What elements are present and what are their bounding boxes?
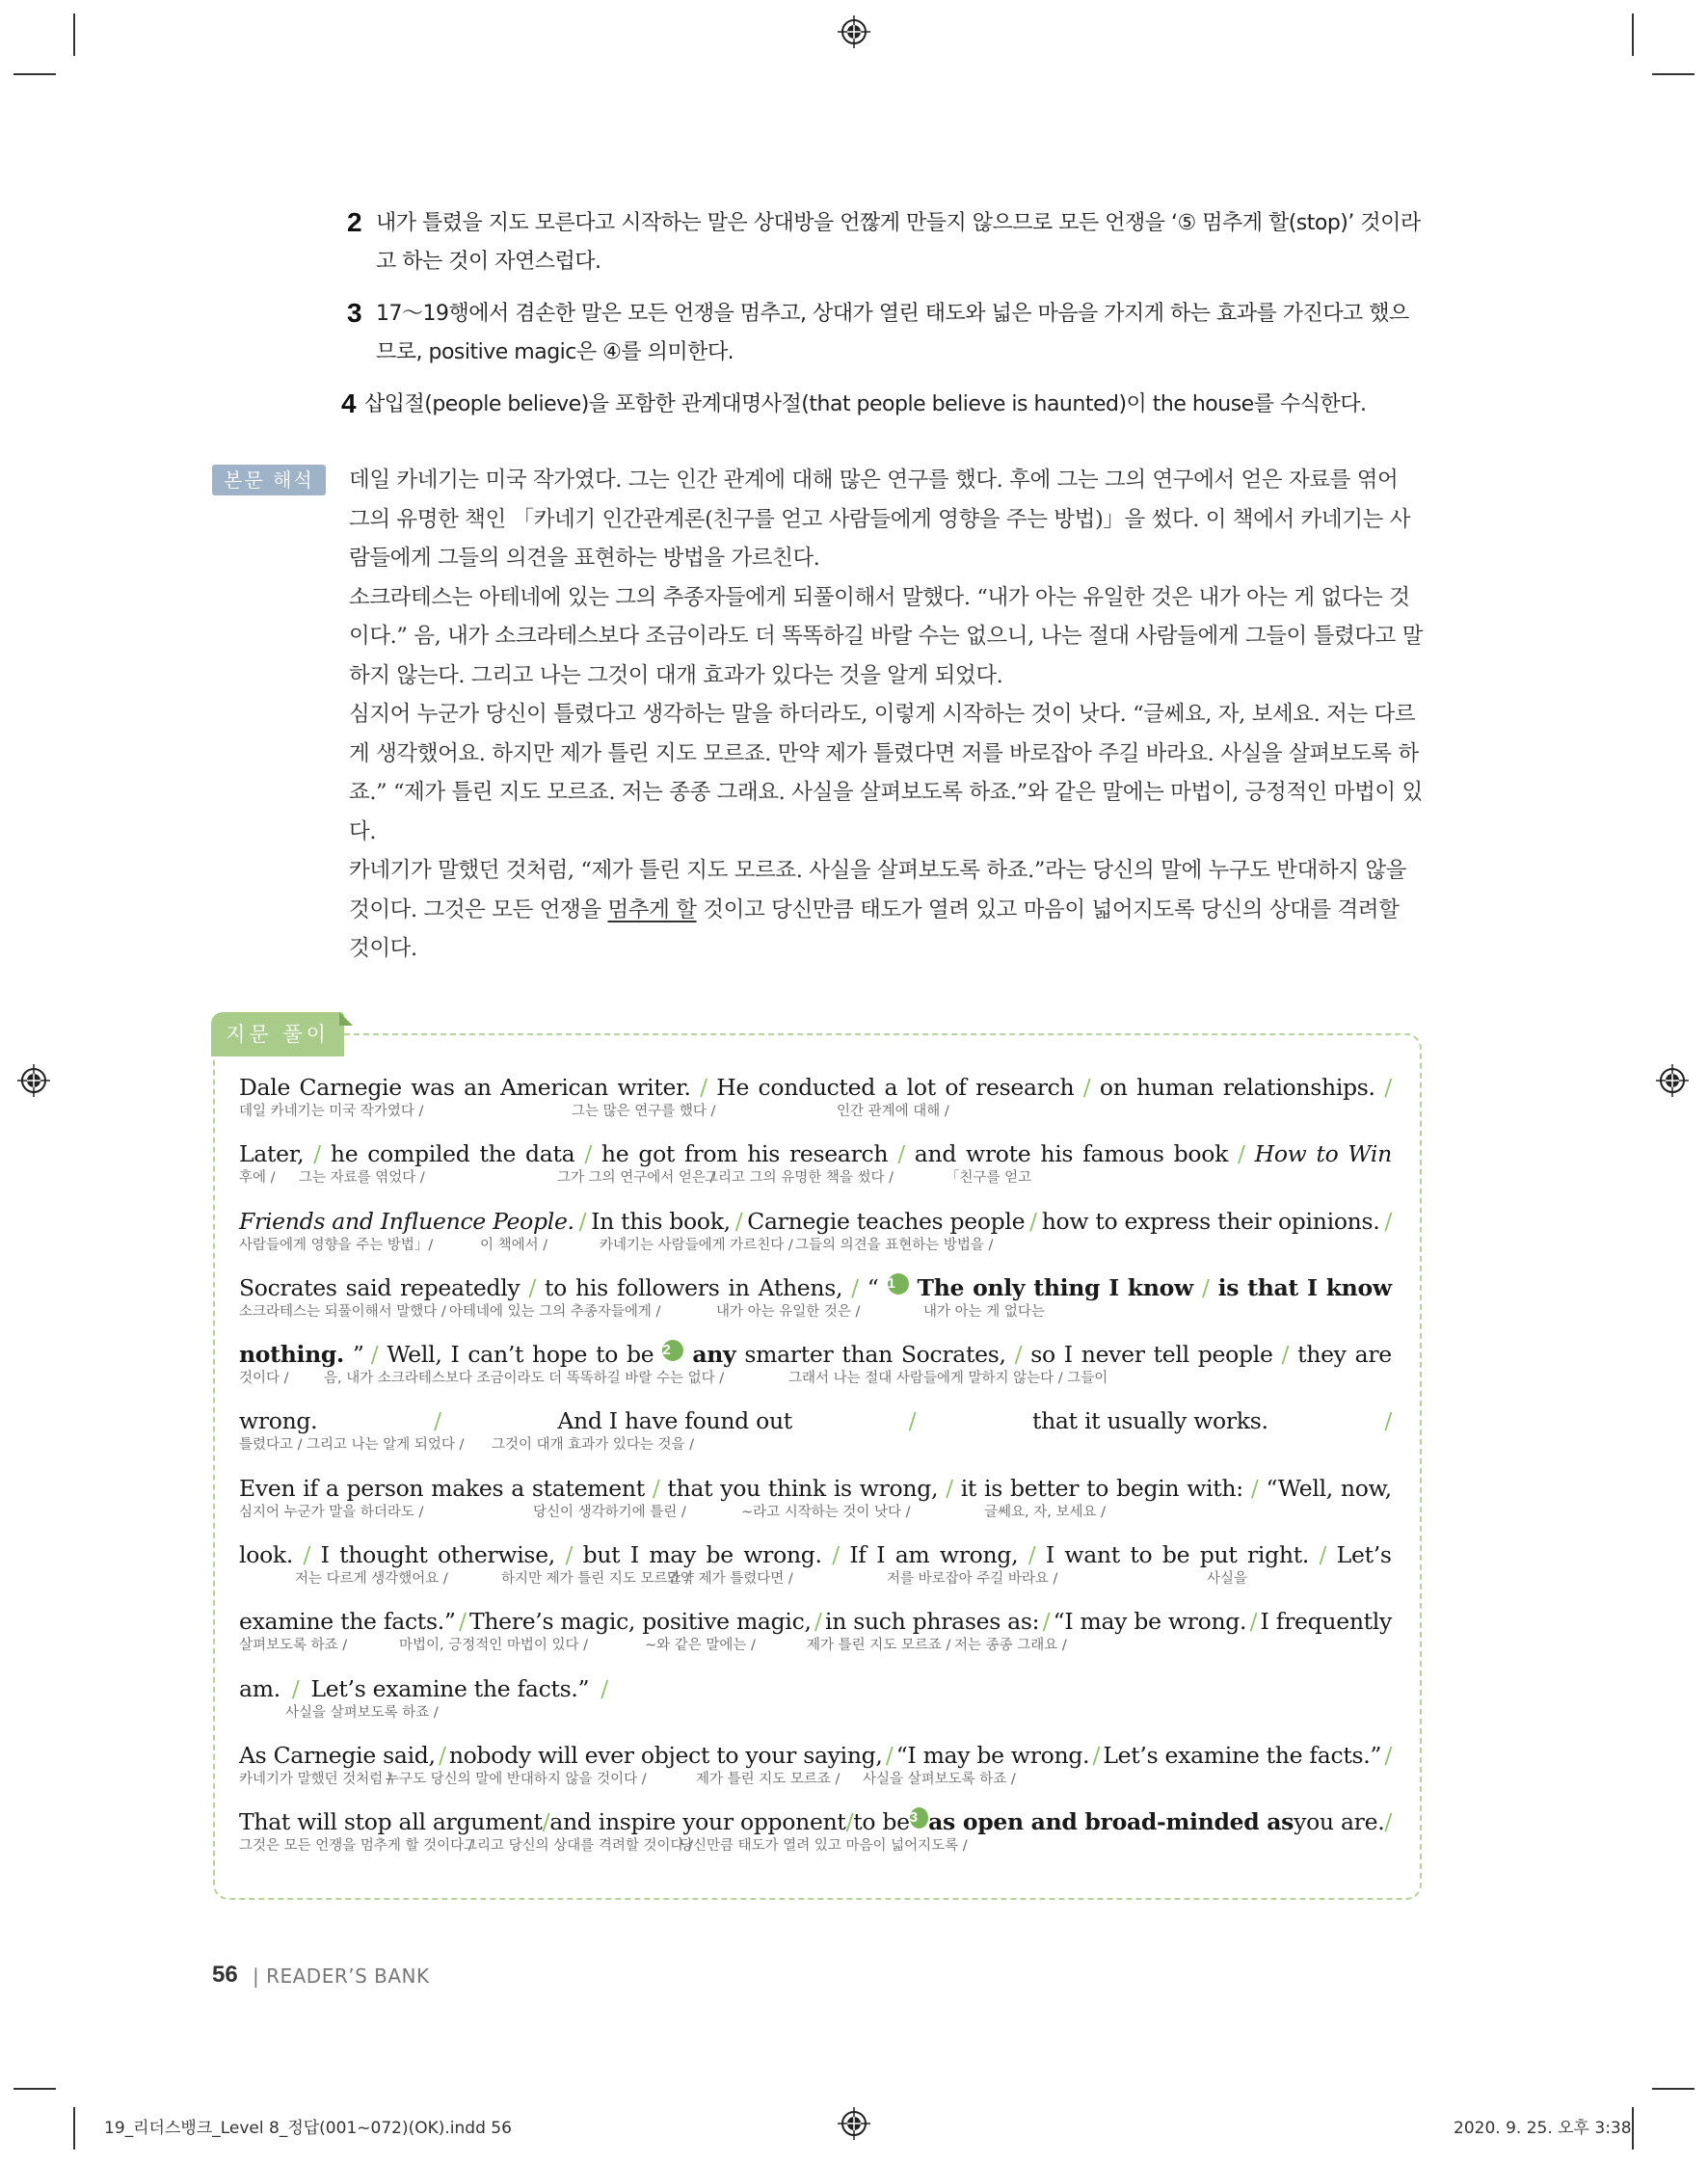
- english-word: from: [684, 1140, 738, 1168]
- english-word: the: [479, 1140, 517, 1168]
- english-line: [239, 1474, 1392, 1503]
- chunk-slash: /: [1092, 1741, 1101, 1769]
- english-word: but: [582, 1541, 621, 1569]
- english-word: hope: [532, 1341, 588, 1369]
- english-word: Later,: [239, 1140, 305, 1168]
- chunk-slash: [353, 1340, 379, 1369]
- korean-gloss: 것이다 /: [239, 1371, 289, 1387]
- print-slug-filename: 19_리더스뱅크_Level 8_정답(001~072)(OK).indd 56: [104, 2119, 512, 2138]
- korean-gloss: 그래서 나는 절대 사람들에게 말하지 않는다 / 그들이: [788, 1371, 1108, 1387]
- korean-gloss: 누구도 당신의 말에 반대하지 않을 것이다 /: [386, 1771, 647, 1787]
- slash-mark: /: [363, 1341, 379, 1369]
- answer-text: 삽입절(people believe)을 포함한 관계대명사절(that people believe is haunted)이 the house를 수식한다.: [364, 392, 1367, 416]
- english-word: Athens,: [758, 1273, 843, 1301]
- translation-paragraph: 심지어 누군가 당신이 틀렸다고 생각하는 말을 하더라도, 이렇게 시작하는 것이 낫다. “글쎄요, 자, 보세요. 저는 다르게 생각했어요. 하지만 제가 틀린 지도 모르죠. 만약 제가 틀렸다면 저를 바로잡아 주길 바라요. 사실을 살펴보도록 하죠.” “제가 틀린 지도 모르죠. 저는 종종 그래요. 사실을 살펴보도록 하죠.”와 같은 말에는 마법이, 긍정적인 마법이 있다.: [349, 702, 1423, 844]
- english-word: they: [1297, 1341, 1347, 1369]
- english-word: be: [627, 1341, 654, 1369]
- answer-text: 내가 틀렸을 지도 모른다고 시작하는 말은 상대방을 언짢게 만들지 않으므로 모든 언쟁을 ‘⑤ 멈추게 할(stop)’ 것이라고 하는 것이 자연스럽다.: [376, 211, 1421, 274]
- english-word: tell: [1153, 1341, 1189, 1369]
- answer-explanations: [341, 204, 1425, 438]
- chunk-slash: /: [700, 1074, 707, 1101]
- english-word: his: [575, 1273, 608, 1301]
- english-word: got: [638, 1140, 676, 1168]
- english-word: you are.: [1294, 1808, 1385, 1836]
- english-word: research: [788, 1140, 889, 1168]
- english-word: I: [1306, 1273, 1318, 1301]
- chunk-slash: /: [1384, 1808, 1392, 1836]
- english-word: his: [747, 1140, 780, 1168]
- english-word: want: [1064, 1541, 1120, 1569]
- english-line: [239, 1273, 1392, 1302]
- question-number-badge: 1: [888, 1273, 909, 1295]
- question-number-badge: 2: [662, 1340, 683, 1361]
- english-word: wrong.: [743, 1541, 822, 1569]
- chunk-slash: /: [885, 1741, 894, 1769]
- english-word: know: [1127, 1273, 1193, 1301]
- english-word: you: [720, 1474, 761, 1502]
- english-word: research: [975, 1074, 1075, 1101]
- korean-gloss: 제가 틀린 지도 모르죠 /: [696, 1771, 841, 1787]
- korean-gloss: 그가 그의 연구에서 얻은 /: [557, 1170, 715, 1187]
- english-line: [239, 1139, 1392, 1168]
- korean-gloss: 카네기가 말했던 것처럼 /: [239, 1771, 392, 1787]
- english-word: may: [649, 1541, 696, 1569]
- english-line: [239, 1406, 1392, 1435]
- english-line: [239, 1807, 1392, 1836]
- translation-paragraph: 소크라테스는 아테네에 있는 그의 추종자들에게 되풀이해서 말했다. “내가 아는 유일한 것은 내가 아는 게 없다는 것이다.” 음, 내가 소크라테스보다 조금이라도 더 똑똑하길 바랄 수는 없으니, 나는 절대 사람들에게 그들이 틀렸다고 말하지 않는다. 그리고 나는 그것이 대개 효과가 있다는 것을 알게 되었다.: [349, 584, 1424, 688]
- english-word: never: [1081, 1341, 1145, 1369]
- chunk-slash: /: [652, 1474, 660, 1502]
- korean-gloss: 사실을 살펴보도록 하죠 /: [863, 1771, 1016, 1787]
- english-word: that: [667, 1474, 713, 1502]
- english-word: examine the facts.”: [239, 1608, 456, 1636]
- korean-gloss: 심지어 누군가 말을 하더라도 /: [239, 1504, 424, 1520]
- breakdown-row: [239, 1073, 1392, 1139]
- english-word: only: [973, 1273, 1026, 1301]
- english-word: am.: [239, 1674, 280, 1702]
- english-word: an: [464, 1074, 492, 1101]
- english-line: [239, 1674, 1392, 1703]
- chunk-slash: /: [897, 1140, 905, 1168]
- english-word: Socrates,: [900, 1341, 1006, 1369]
- breakdown-row: [239, 1474, 1392, 1540]
- korean-gloss: 이 책에서 /: [480, 1237, 548, 1253]
- crop-mark: [1652, 73, 1695, 75]
- english-word: He: [716, 1074, 750, 1101]
- korean-gloss: 사실을: [1207, 1571, 1248, 1588]
- english-word: Socrates: [239, 1273, 337, 1301]
- chunk-slash: /: [1042, 1608, 1051, 1636]
- english-word: otherwise,: [438, 1541, 555, 1569]
- answer-text: 17～19행에서 겸손한 말은 모든 언쟁을 멈추고, 상대가 열린 태도와 넓은 마음을 가지게 하는 효과를 가진다고 했으므로, positive magic은 ④를 의미한다.: [376, 302, 1409, 364]
- english-word: to: [596, 1341, 619, 1369]
- english-word: makes: [431, 1474, 504, 1502]
- english-word: can’t: [467, 1341, 524, 1369]
- chunk-slash: /: [814, 1608, 822, 1636]
- korean-gloss: 저는 다르게 생각했어요 /: [295, 1571, 448, 1588]
- chunk-slash: /: [565, 1541, 574, 1569]
- english-word: than: [841, 1341, 893, 1369]
- answer-item: [341, 386, 1425, 424]
- chunk-slash: /: [1319, 1541, 1327, 1569]
- english-word: As Carnegie said,: [239, 1741, 436, 1769]
- chunk-slash: /: [1281, 1341, 1290, 1369]
- english-word: Friends and Influence People.: [239, 1207, 574, 1235]
- chunk-slash: /: [1249, 1608, 1258, 1636]
- chunk-slash: /: [1014, 1341, 1023, 1369]
- breakdown-rows: [239, 1073, 1392, 1875]
- english-word: repeatedly: [400, 1273, 520, 1301]
- english-word: And I have found out: [557, 1407, 792, 1435]
- english-word: he: [600, 1140, 629, 1168]
- english-word: nothing.: [239, 1341, 344, 1369]
- english-word: How: [1254, 1140, 1307, 1168]
- english-word: look.: [239, 1541, 294, 1569]
- english-word: “Well,: [1266, 1474, 1333, 1502]
- english-word: nobody will ever object to your saying,: [448, 1741, 883, 1769]
- korean-gloss: 인간 관계에 대해 /: [837, 1104, 949, 1119]
- english-word: he: [330, 1140, 359, 1168]
- english-word: If: [849, 1541, 867, 1569]
- korean-gloss-line: [239, 1503, 1392, 1524]
- english-word: on: [1099, 1074, 1128, 1101]
- english-word: wrong.: [239, 1407, 318, 1435]
- chunk-slash: /: [1029, 1207, 1037, 1235]
- english-word: people: [1197, 1341, 1273, 1369]
- crop-mark: [13, 73, 56, 75]
- english-word: famous: [1082, 1140, 1164, 1168]
- korean-gloss-line: [239, 1302, 1392, 1323]
- answer-item: [347, 204, 1425, 281]
- chunk-slash: /: [578, 1207, 587, 1235]
- breakdown-row: [239, 1741, 1392, 1807]
- english-word: human: [1136, 1074, 1214, 1101]
- chunk-slash: /: [1201, 1273, 1210, 1301]
- label-fold: [339, 1012, 353, 1026]
- english-word: “I may be wrong.: [1053, 1608, 1247, 1636]
- english-word: conducted: [758, 1074, 876, 1101]
- english-word: wrong,: [939, 1541, 1019, 1569]
- english-word: was: [411, 1074, 455, 1101]
- translation-body: [349, 461, 1425, 969]
- english-word: as open and broad-minded as: [928, 1808, 1294, 1836]
- english-word: I frequently: [1260, 1608, 1392, 1636]
- korean-gloss: 저는 종종 그래요 /: [954, 1638, 1067, 1654]
- registration-mark-icon: [17, 1064, 50, 1097]
- english-line: [239, 1540, 1392, 1569]
- english-word: I: [1045, 1541, 1054, 1569]
- english-word: Well,: [387, 1341, 442, 1369]
- chunk-slash: /: [584, 1140, 592, 1168]
- english-line: [239, 1207, 1392, 1236]
- korean-gloss: 그것이 대개 효과가 있다는 것을 /: [492, 1437, 695, 1454]
- korean-gloss: 그들의 의견을 표현하는 방법을 /: [795, 1237, 994, 1253]
- korean-gloss: 내가 아는 유일한 것은 /: [716, 1303, 861, 1320]
- english-word: Let’s: [1336, 1541, 1392, 1569]
- korean-gloss: 제가 틀린 지도 모르죠 /: [807, 1638, 951, 1654]
- breakdown-row: [239, 1807, 1392, 1874]
- breakdown-row: [239, 1607, 1392, 1673]
- korean-gloss: 그것은 모든 언쟁을 멈추게 할 것이다 /: [239, 1838, 473, 1855]
- english-word: In this book,: [591, 1207, 731, 1235]
- translation-section: [212, 461, 1425, 969]
- korean-gloss: 저를 바로잡아 주길 바라요 /: [887, 1571, 1058, 1588]
- english-line: [239, 1607, 1392, 1636]
- english-line: [239, 1340, 1392, 1369]
- korean-gloss: 그는 자료를 엮었다 /: [299, 1170, 425, 1187]
- korean-gloss-line: [239, 1435, 1392, 1456]
- crop-mark: [73, 2107, 75, 2150]
- chunk-slash: /: [908, 1407, 917, 1435]
- korean-gloss: 만약 제가 틀렸다면 /: [667, 1571, 793, 1588]
- english-word: to: [1130, 1541, 1153, 1569]
- english-word: know: [1325, 1273, 1392, 1301]
- english-word: Carnegie: [299, 1074, 402, 1101]
- translation-paragraph: 데일 카네기는 미국 작가였다. 그는 인간 관계에 대해 많은 연구를 했다. 후에 그는 그의 연구에서 얻은 자료를 엮어 그의 유명한 책인 「카네기 인간관계론(친구를 얻고 사람들에게 영향을 주는 방법)」을 썼다. 이 책에서 카네기는 사람들에게 그들의 의견을 표현하는 방법을 가르친다.: [349, 468, 1410, 571]
- english-word: followers: [616, 1273, 720, 1301]
- korean-gloss-line: [239, 1369, 1392, 1390]
- english-line: [239, 1073, 1392, 1102]
- english-word: be: [706, 1541, 734, 1569]
- korean-gloss: 그는 많은 연구를 했다 /: [572, 1104, 716, 1119]
- chunk-slash: /: [458, 1608, 467, 1636]
- english-word: if: [303, 1474, 318, 1502]
- chunk-slash: /: [832, 1541, 840, 1569]
- english-word: to: [1086, 1474, 1109, 1502]
- korean-gloss: 그리고 나는 알게 되었다 /: [307, 1437, 465, 1454]
- passage-breakdown-label: 지문 풀이: [211, 1012, 344, 1056]
- korean-gloss: 글쎄요, 자, 보세요 /: [984, 1504, 1106, 1520]
- chunk-slash: /: [1384, 1741, 1392, 1769]
- breakdown-row: [239, 1340, 1392, 1406]
- english-word: data: [525, 1140, 575, 1168]
- english-word: statement: [531, 1474, 645, 1502]
- crop-mark: [13, 2088, 56, 2090]
- english-word: a: [325, 1474, 339, 1502]
- korean-gloss: 사실을 살펴보도록 하죠 /: [285, 1704, 439, 1721]
- breakdown-row: [239, 1273, 1392, 1340]
- english-word: Dale: [239, 1074, 291, 1101]
- crop-mark: [1652, 2088, 1695, 2090]
- english-word: The: [917, 1273, 965, 1301]
- chunk-slash: /: [851, 1273, 859, 1301]
- english-word: a: [511, 1474, 524, 1502]
- english-word: right.: [1246, 1541, 1310, 1569]
- korean-gloss: 틀렸다고 /: [239, 1437, 303, 1454]
- chunk-slash: /: [1384, 1407, 1392, 1435]
- korean-gloss: 소크라테스는 되풀이해서 말했다 /: [239, 1303, 446, 1320]
- chunk-slash: /: [1384, 1207, 1392, 1235]
- chunk-slash: /: [291, 1674, 300, 1702]
- answer-number: 4: [341, 388, 357, 418]
- english-word: any: [692, 1341, 736, 1369]
- english-word: I: [1063, 1341, 1073, 1369]
- answer-number: 3: [347, 298, 362, 328]
- english-word: so: [1030, 1341, 1055, 1369]
- english-word: I: [876, 1541, 886, 1569]
- chunk-slash: /: [542, 1808, 550, 1836]
- english-word: now,: [1340, 1474, 1392, 1502]
- chunk-slash: /: [528, 1273, 537, 1301]
- english-word: wrote: [966, 1140, 1031, 1168]
- translation-text: 카네기가 말했던 것처럼, “제가 틀린 지도 모르죠. 사실을 살펴보도록 하죠.”라는 당신의 말에 누구도 반대하지 않을 것이다. 그것은 모든 언쟁을: [349, 858, 1407, 922]
- english-word: I: [629, 1541, 639, 1569]
- chunk-slash: /: [1082, 1074, 1091, 1101]
- english-word: compiled: [367, 1140, 470, 1168]
- english-word: That will stop all argument: [239, 1808, 543, 1836]
- english-word: thing: [1033, 1273, 1101, 1301]
- registration-mark-icon: [1656, 1064, 1689, 1097]
- korean-gloss: 데일 카네기는 미국 작가였다 /: [239, 1104, 424, 1119]
- chunk-slash: /: [438, 1741, 446, 1769]
- chunk-slash: /: [1384, 1074, 1392, 1101]
- english-word: I: [1108, 1273, 1119, 1301]
- english-word: in such phrases as:: [824, 1608, 1040, 1636]
- korean-gloss: 음, 내가 소크라테스보다 조금이라도 더 똑똑하길 바랄 수는 없다 /: [324, 1371, 725, 1387]
- english-word: is: [833, 1474, 852, 1502]
- english-word: There’s magic, positive magic,: [468, 1608, 812, 1636]
- korean-gloss: 당신이 생각하기에 틀린 /: [533, 1504, 686, 1520]
- english-word: and inspire your opponent: [549, 1808, 846, 1836]
- english-word: Win: [1348, 1140, 1392, 1168]
- korean-gloss: 살펴보도록 하죠 /: [239, 1638, 348, 1654]
- korean-gloss-line: [239, 1703, 1392, 1724]
- korean-gloss: 당신만큼 태도가 열려 있고 마음이 넓어지도록 /: [680, 1838, 968, 1855]
- chunk-slash: /: [1027, 1541, 1036, 1569]
- english-word: Carnegie teaches people: [747, 1207, 1026, 1235]
- english-word: be: [1161, 1541, 1190, 1569]
- english-word: American: [500, 1074, 608, 1101]
- korean-gloss-line: [239, 1236, 1392, 1257]
- korean-gloss: 후에 /: [239, 1170, 276, 1187]
- english-word: “: [867, 1273, 879, 1301]
- answer-item: [347, 295, 1425, 372]
- english-word: it: [960, 1474, 977, 1502]
- korean-gloss-line: [239, 1636, 1392, 1657]
- english-word: his: [1040, 1140, 1074, 1168]
- english-word: relationships.: [1222, 1074, 1375, 1101]
- english-word: Even: [239, 1474, 296, 1502]
- chunk-slash: /: [734, 1207, 743, 1235]
- chunk-slash: /: [1238, 1140, 1245, 1168]
- english-word: lot: [906, 1074, 936, 1101]
- breakdown-row: [239, 1674, 1392, 1741]
- english-word: Let’s examine the facts.”: [310, 1674, 590, 1702]
- english-word: in: [728, 1273, 750, 1301]
- chunk-slash: /: [303, 1541, 311, 1569]
- korean-gloss: 그리고 당신의 상대를 격려할 것이다 /: [464, 1838, 694, 1855]
- english-word: that: [1247, 1273, 1298, 1301]
- korean-gloss-line: [239, 1102, 1392, 1123]
- chunk-slash: /: [434, 1407, 441, 1435]
- english-word: and: [914, 1140, 957, 1168]
- korean-gloss: 마법이, 긍정적인 마법이 있다 /: [399, 1638, 589, 1654]
- question-number-badge: 3: [910, 1807, 928, 1829]
- english-line: [239, 1741, 1392, 1770]
- registration-mark-icon: [838, 15, 870, 48]
- breakdown-row: [239, 1406, 1392, 1473]
- crop-mark: [1632, 2107, 1634, 2150]
- english-word: better: [1009, 1474, 1080, 1502]
- korean-gloss: 그리고 그의 유명한 책을 썼다 /: [705, 1170, 894, 1187]
- english-word: said: [345, 1273, 392, 1301]
- quote-mark: ”: [352, 1341, 364, 1369]
- english-word: with:: [1187, 1474, 1243, 1502]
- breakdown-row: [239, 1139, 1392, 1206]
- english-word: that it usually works.: [1031, 1407, 1268, 1435]
- breakdown-row: [239, 1207, 1392, 1273]
- english-word: to: [1316, 1140, 1339, 1168]
- translation-paragraph: [349, 851, 1425, 969]
- underlined-phrase: 멈추게 할: [607, 896, 697, 922]
- chunk-slash: /: [600, 1674, 608, 1702]
- english-word: “I may be wrong.: [895, 1741, 1090, 1769]
- page-number: 56: [212, 1962, 238, 1988]
- english-word: I: [450, 1341, 460, 1369]
- korean-gloss-line: [239, 1168, 1392, 1189]
- crop-mark: [73, 13, 75, 56]
- korean-gloss-line: [239, 1569, 1392, 1590]
- answer-number: 2: [347, 207, 362, 237]
- running-title: | READER’S BANK: [253, 1964, 430, 1988]
- korean-gloss: 하지만 제가 틀린 지도 모르죠 /: [501, 1571, 691, 1588]
- korean-gloss-line: [239, 1836, 1392, 1857]
- english-word: to be: [853, 1808, 910, 1836]
- english-word: to: [545, 1273, 568, 1301]
- chunk-slash: /: [1250, 1474, 1259, 1502]
- english-word: thought: [339, 1541, 428, 1569]
- crop-mark: [1632, 13, 1634, 56]
- english-word: book: [1173, 1140, 1229, 1168]
- registration-mark-icon: [838, 2107, 870, 2140]
- english-word: begin: [1116, 1474, 1180, 1502]
- english-word: Let’s examine the facts.”: [1103, 1741, 1382, 1769]
- english-word: smarter: [744, 1341, 834, 1369]
- english-word: is: [1217, 1273, 1240, 1301]
- english-word: I: [320, 1541, 330, 1569]
- korean-gloss: ~와 같은 말에는 /: [645, 1638, 756, 1654]
- translation-label: 본문 해석: [212, 465, 326, 495]
- korean-gloss: 내가 아는 게 없다는: [923, 1303, 1045, 1320]
- korean-gloss-line: [239, 1770, 1392, 1791]
- english-word: think: [767, 1474, 826, 1502]
- english-word: am: [894, 1541, 930, 1569]
- chunk-slash: /: [946, 1474, 953, 1502]
- breakdown-row: [239, 1540, 1392, 1607]
- translation-text: 것이고 당신만큼 태도가 열려 있고 마음이 넓어지도록 당신의 상대를 격려할 것이다.: [349, 896, 1400, 961]
- english-word: how to express their opinions.: [1041, 1207, 1380, 1235]
- english-word: put: [1199, 1541, 1238, 1569]
- english-word: a: [884, 1074, 898, 1101]
- chunk-slash: /: [845, 1808, 854, 1836]
- english-word: are: [1354, 1341, 1392, 1369]
- english-word: wrong,: [859, 1474, 939, 1502]
- english-word: writer.: [617, 1074, 691, 1101]
- english-word: person: [346, 1474, 424, 1502]
- korean-gloss: 아테네에 있는 그의 추종자들에게 /: [449, 1303, 661, 1320]
- korean-gloss: 「친구를 얻고: [946, 1170, 1032, 1187]
- korean-gloss: 사람들에게 영향을 주는 방법」/: [239, 1237, 434, 1253]
- english-word: of: [945, 1074, 967, 1101]
- chunk-slash: /: [313, 1140, 321, 1168]
- english-word: is: [984, 1474, 1003, 1502]
- korean-gloss: 카네기는 사람들에게 가르친다 /: [600, 1237, 793, 1253]
- print-slug-date: 2020. 9. 25. 오후 3:38: [1454, 2119, 1632, 2138]
- korean-gloss: ~라고 시작하는 것이 낫다 /: [741, 1504, 911, 1520]
